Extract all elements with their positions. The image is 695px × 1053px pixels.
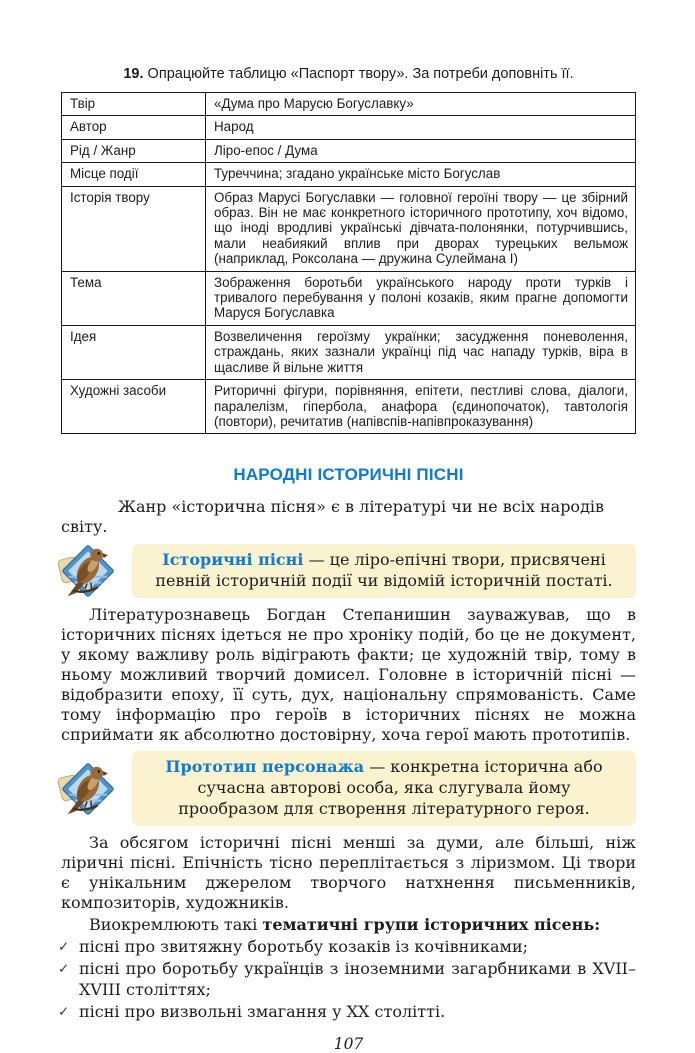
- table-row: [62, 116, 636, 139]
- definition-block-historic-songs: [61, 540, 636, 602]
- checkmark-icon: ✓: [58, 960, 70, 977]
- definition-box: [132, 544, 636, 598]
- row-value: Риторичні фігури, порівняння, епітети, пестливі слова, діалоги, паралелізм, гіпербола, анафора (єдинопочаток), тавтологія (повтори), речитатив (напівспів-напівпроказування): [206, 380, 636, 434]
- table-row: [62, 163, 636, 186]
- groups-bold: тематичні групи історичних пісень:: [262, 915, 601, 935]
- row-label: Твір: [62, 93, 206, 116]
- task-text: Опрацюйте таблицю «Паспорт твору». За потреби доповніть її.: [143, 66, 574, 82]
- row-label: Тема: [62, 271, 206, 325]
- row-label: Місце події: [62, 163, 206, 186]
- page-number: 107: [333, 1035, 364, 1053]
- row-value: Народ: [206, 116, 636, 139]
- row-value: Возвеличення героїзму українки; засудження поневолення, страждань, яких зазнали українці під час нападу турків, віра в щасливе й вільне життя: [206, 325, 636, 379]
- list-item: [58, 958, 636, 1001]
- table-row: [62, 186, 636, 271]
- list-item-text: пісні про звитяжну боротьбу козаків із кочівниками;: [79, 937, 529, 957]
- definition-term: Історичні пісні: [162, 550, 304, 570]
- task-heading: [61, 66, 636, 83]
- definition-text: — конкретна історична або сучасна авторові особа, яка слугувала йому прообразом для створення літературного героя.: [178, 757, 603, 819]
- row-label: Художні засоби: [62, 380, 206, 434]
- task-number: 19.: [123, 66, 144, 82]
- paragraph-intro: Жанр «історична пісня» є в літературі чи не всіх народів світу.: [61, 497, 605, 537]
- row-value: Ліро-епос / Дума: [206, 139, 636, 162]
- paragraph-stepanyshyn: Літературознавець Богдан Степанишин зауважував, що в історичних піснях ідеться не про хроніку подій, бо це не документ, у якому важливу роль відіграють факти; це художній твір, тому в ньому можливий творчий домисел. Головне в історичній пісні — відобразити епоху, її суть, дух, національну спрямованість. Саме тому інформацію про героїв в історичних піснях не можна сприймати як абсолютно достовірну, хоча герої мають прототипів.: [61, 605, 636, 745]
- row-label: Автор: [62, 116, 206, 139]
- table-row: [62, 380, 636, 434]
- list-item: [58, 1001, 636, 1023]
- row-label: Історія твору: [62, 186, 206, 271]
- row-value: Образ Марусі Богуславки — головної героїні твору — це збірний образ. Він не має конкретного історичного прототипу, хоч відомо, що іноді вродливі українські дівчата-полонянки, потурчившись, мали неабиякий вплив при дворах турецьких вельмож (наприклад, Роксолана — дружина Сулеймана І): [206, 186, 636, 271]
- definition-text: — це ліро-епічні твори, присвячені певній історичній події чи відомій історичній постаті.: [155, 550, 613, 591]
- definition-term: Прототип персонажа: [165, 757, 365, 777]
- table-row: [62, 139, 636, 162]
- checkmark-icon: ✓: [58, 939, 70, 956]
- row-value: «Дума про Марусю Богуславку»: [206, 93, 636, 116]
- passport-table: [61, 92, 636, 434]
- list-item-text: пісні про визвольні змагання у XX столітті.: [79, 1001, 446, 1021]
- groups-lead: Виокремлюють такі: [89, 915, 263, 935]
- row-value: Зображення боротьби українського народу проти турків і тривалого перебування у полоні козаків, яким прагне допомогти Маруся Богуславка: [206, 271, 636, 325]
- definition-block-prototype: [61, 751, 636, 826]
- theme-groups-list: [58, 936, 636, 1022]
- table-row: [62, 271, 636, 325]
- checkmark-icon: ✓: [58, 1003, 70, 1020]
- paragraph-volume: За обсягом історичні пісні менші за думи, але більші, ніж ліричні пісні. Епічність тісно переплітається з ліризмом. Ці твори є унікальним джерелом творчого натхнення письменників, композиторів, художників.: [61, 833, 636, 913]
- list-item-text: пісні про боротьбу українців з іноземними загарбниками в XVII–XVIII століттях;: [79, 958, 636, 1000]
- row-label: Ідея: [62, 325, 206, 379]
- table-row: [62, 325, 636, 379]
- row-label: Рід / Жанр: [62, 139, 206, 162]
- hawk-icon: [57, 540, 119, 602]
- definition-box: [132, 751, 636, 826]
- table-row: [62, 93, 636, 116]
- list-item: [58, 936, 636, 958]
- hawk-icon: [57, 758, 119, 820]
- row-value: Туреччина; згадано українське місто Богуслав: [206, 163, 636, 186]
- section-heading: НАРОДНІ ІСТОРИЧНІ ПІСНІ: [233, 465, 464, 485]
- groups-lead-line: [61, 914, 636, 935]
